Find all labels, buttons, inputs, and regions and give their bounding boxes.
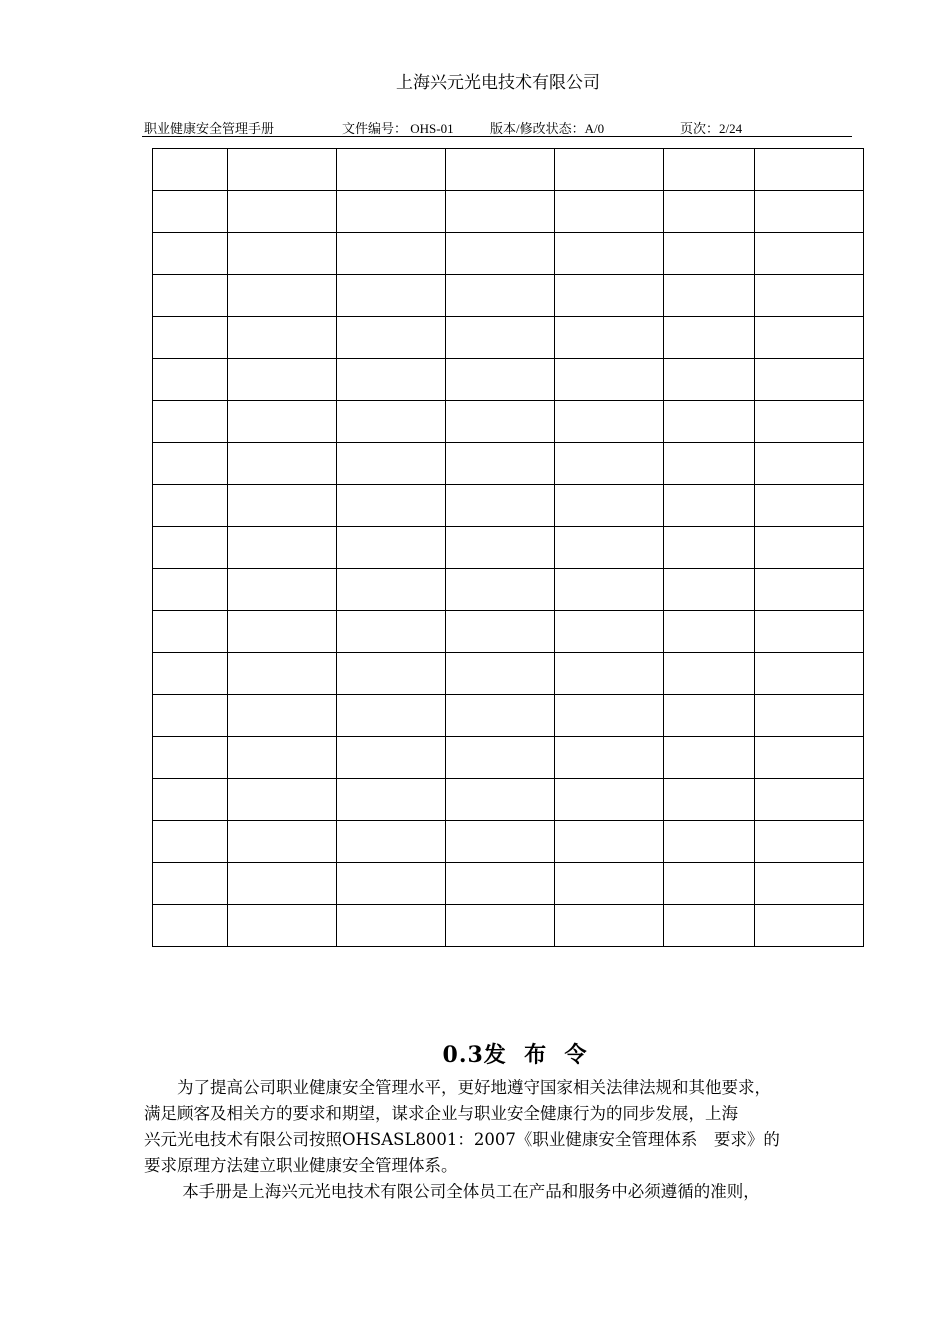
table-cell <box>446 275 555 317</box>
table-row <box>153 821 864 863</box>
table-cell <box>337 401 446 443</box>
table-cell <box>555 275 664 317</box>
table-cell <box>555 863 664 905</box>
table-cell <box>153 275 228 317</box>
table-cell <box>755 233 864 275</box>
table-cell <box>755 653 864 695</box>
table-cell <box>337 863 446 905</box>
table-cell <box>555 905 664 947</box>
table-cell <box>664 275 755 317</box>
table-cell <box>555 737 664 779</box>
table-cell <box>446 317 555 359</box>
table-cell <box>664 569 755 611</box>
table-row <box>153 485 864 527</box>
table-cell <box>153 695 228 737</box>
table-cell <box>755 275 864 317</box>
table-cell <box>664 653 755 695</box>
body-line: 兴元光电技术有限公司按照OHSASL8001：2007《职业健康安全管理体系 要求》的 <box>144 1130 780 1149</box>
table-cell <box>446 233 555 275</box>
table-cell <box>337 905 446 947</box>
table-cell <box>664 443 755 485</box>
table-cell <box>555 569 664 611</box>
table-cell <box>446 905 555 947</box>
table-cell <box>153 233 228 275</box>
table-cell <box>153 863 228 905</box>
table-cell <box>446 737 555 779</box>
table-cell <box>228 611 337 653</box>
table-cell <box>153 485 228 527</box>
table-cell <box>228 233 337 275</box>
table-cell <box>337 695 446 737</box>
table-row <box>153 233 864 275</box>
table-cell <box>555 401 664 443</box>
table-row <box>153 611 864 653</box>
table-row <box>153 737 864 779</box>
table-row <box>153 443 864 485</box>
table-cell <box>555 485 664 527</box>
table-cell <box>755 191 864 233</box>
section-title: 0.3发 布 令 <box>442 1042 588 1068</box>
table-cell <box>664 233 755 275</box>
revision-table <box>152 148 864 947</box>
table-cell <box>755 611 864 653</box>
table-cell <box>337 821 446 863</box>
table-cell <box>153 905 228 947</box>
table-row <box>153 569 864 611</box>
table-cell <box>228 401 337 443</box>
table-cell <box>555 191 664 233</box>
table-cell <box>228 527 337 569</box>
table-cell <box>664 863 755 905</box>
manual-title: 职业健康安全管理手册 <box>144 121 275 136</box>
table-cell <box>228 149 337 191</box>
table-cell <box>153 737 228 779</box>
table-row <box>153 779 864 821</box>
table-row <box>153 905 864 947</box>
table-cell <box>153 821 228 863</box>
body-line: 要求原理方法建立职业健康安全管理体系。 <box>144 1156 458 1175</box>
table-row <box>153 359 864 401</box>
table-cell <box>337 611 446 653</box>
table-cell <box>337 359 446 401</box>
table-cell <box>228 317 337 359</box>
table-cell <box>555 359 664 401</box>
table-cell <box>153 527 228 569</box>
table-cell <box>228 485 337 527</box>
table-cell <box>228 653 337 695</box>
table-cell <box>228 695 337 737</box>
table-cell <box>153 611 228 653</box>
table-cell <box>153 779 228 821</box>
table-cell <box>664 905 755 947</box>
table-cell <box>446 485 555 527</box>
body-line: 本手册是上海兴元光电技术有限公司全体员工在产品和服务中必须遵循的准则， <box>144 1182 760 1201</box>
table-cell <box>446 359 555 401</box>
table-cell <box>153 191 228 233</box>
table-cell <box>228 821 337 863</box>
table-cell <box>228 779 337 821</box>
table-cell <box>755 485 864 527</box>
table-cell <box>337 233 446 275</box>
table-cell <box>153 443 228 485</box>
table-cell <box>446 443 555 485</box>
table-cell <box>664 737 755 779</box>
table-cell <box>228 359 337 401</box>
table-row <box>153 527 864 569</box>
table-cell <box>755 527 864 569</box>
table-cell <box>755 401 864 443</box>
table-cell <box>337 275 446 317</box>
table-cell <box>555 527 664 569</box>
table-cell <box>153 569 228 611</box>
table-cell <box>555 317 664 359</box>
table-cell <box>446 611 555 653</box>
table-cell <box>664 695 755 737</box>
table-row <box>153 149 864 191</box>
table-cell <box>337 317 446 359</box>
table-cell <box>153 317 228 359</box>
table-cell <box>664 779 755 821</box>
table-cell <box>446 653 555 695</box>
table-cell <box>446 695 555 737</box>
table-row <box>153 317 864 359</box>
table-cell <box>153 653 228 695</box>
table-cell <box>337 443 446 485</box>
table-cell <box>555 443 664 485</box>
table-cell <box>446 863 555 905</box>
version-status: 版本/修改状态：A/0 <box>490 121 605 136</box>
table-row <box>153 275 864 317</box>
table-row <box>153 695 864 737</box>
table-row <box>153 401 864 443</box>
table-row <box>153 191 864 233</box>
table-cell <box>664 821 755 863</box>
table-cell <box>446 569 555 611</box>
table-cell <box>755 359 864 401</box>
table-cell <box>337 485 446 527</box>
table-cell <box>755 905 864 947</box>
table-cell <box>446 779 555 821</box>
table-cell <box>664 359 755 401</box>
table-cell <box>153 401 228 443</box>
section-body <box>144 1075 874 1205</box>
table-cell <box>755 443 864 485</box>
table-cell <box>555 149 664 191</box>
table-cell <box>755 569 864 611</box>
table-cell <box>337 737 446 779</box>
table-cell <box>446 401 555 443</box>
table-cell <box>755 863 864 905</box>
table-cell <box>755 149 864 191</box>
table-row <box>153 653 864 695</box>
table-cell <box>337 569 446 611</box>
page-number: 页次：2/24 <box>680 121 743 136</box>
document-header <box>142 116 852 136</box>
table-cell <box>755 737 864 779</box>
table-cell <box>228 863 337 905</box>
body-line: 为了提高公司职业健康安全管理水平，更好地遵守国家相关法律法规和其他要求， <box>144 1078 771 1097</box>
table-cell <box>446 821 555 863</box>
table-cell <box>228 737 337 779</box>
company-name: 上海兴元光电技术有限公司 <box>396 73 600 93</box>
table-cell <box>755 779 864 821</box>
table-cell <box>228 191 337 233</box>
table-cell <box>664 401 755 443</box>
table-cell <box>337 779 446 821</box>
table-cell <box>555 821 664 863</box>
table-row <box>153 863 864 905</box>
table-cell <box>555 233 664 275</box>
table-cell <box>555 653 664 695</box>
table-cell <box>228 443 337 485</box>
table-cell <box>755 695 864 737</box>
table-cell <box>153 149 228 191</box>
document-number: 文件编号： OHS-01 <box>342 121 454 136</box>
body-line: 满足顾客及相关方的要求和期望，谋求企业与职业安全健康行为的同步发展，上海 <box>144 1104 738 1123</box>
table-cell <box>664 527 755 569</box>
table-cell <box>555 611 664 653</box>
table-cell <box>228 569 337 611</box>
table-cell <box>337 527 446 569</box>
table-cell <box>153 359 228 401</box>
table-cell <box>664 485 755 527</box>
table-cell <box>755 821 864 863</box>
table-cell <box>755 317 864 359</box>
table-cell <box>664 611 755 653</box>
table-cell <box>555 695 664 737</box>
table-cell <box>446 191 555 233</box>
table-cell <box>228 275 337 317</box>
table-cell <box>446 527 555 569</box>
table-cell <box>337 149 446 191</box>
table-cell <box>228 905 337 947</box>
table-cell <box>664 149 755 191</box>
table-cell <box>664 317 755 359</box>
table-cell <box>664 191 755 233</box>
table-cell <box>446 149 555 191</box>
table-cell <box>337 653 446 695</box>
header-rule <box>142 136 852 137</box>
table-cell <box>337 191 446 233</box>
table-cell <box>555 779 664 821</box>
